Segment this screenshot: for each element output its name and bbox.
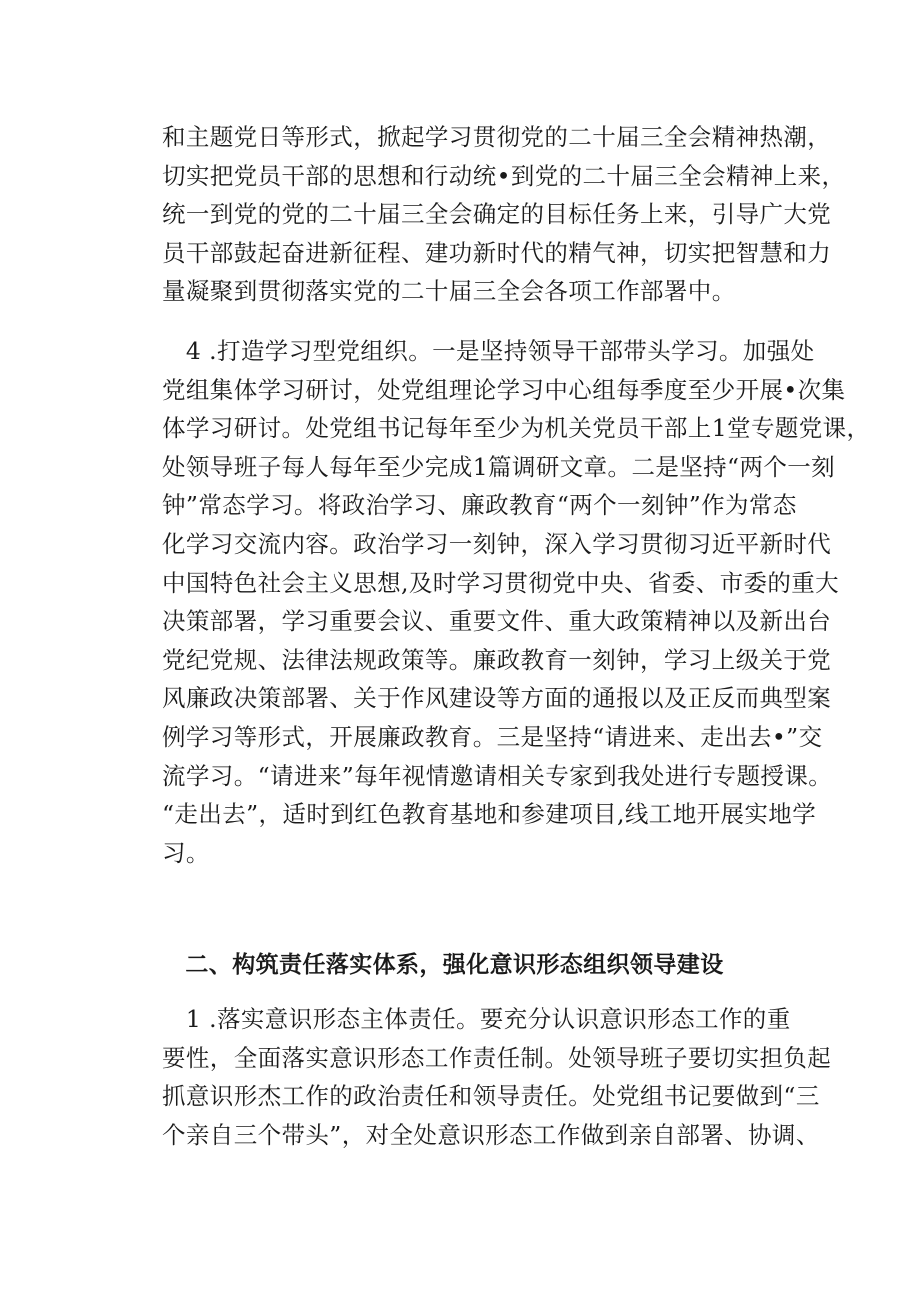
text-line: “走出去”，适时到红色教育基地和参建项目,线工地开展实地学 — [162, 800, 817, 829]
paragraph-ideology-responsibility — [162, 1000, 832, 1154]
text-line: 党组集体学习研讨，处党组理论学习中心组每季度至少开展•次集 — [162, 375, 846, 404]
text-line: 党纪党规、法律法规政策等。廉政教育一刻钟，学习上级关于党 — [162, 645, 832, 674]
text-line: 体学习研讨。处党组书记每年至少为机关党员干部上1堂专题党课， — [162, 414, 871, 443]
section-heading-text: 二、构筑责任落实体系，强化意识形态组织领导建设 — [162, 952, 724, 978]
text-line: 中国特色社会主义思想,及时学习贯彻党中央、省委、市委的重大 — [162, 568, 840, 597]
text-line: 个亲自三个带头”，对全处意识形态工作做到亲自部署、协调、 — [162, 1120, 820, 1149]
text-line: 员干部鼓起奋进新征程、建功新时代的精气神，切实把智慧和力 — [162, 238, 832, 267]
text-line: 4 .打造学习型党组织。一是坚持领导干部带头学习。加强处 — [162, 337, 815, 365]
text-line: 习。 — [162, 838, 210, 867]
text-line: 钟”常态学习。将政治学习、廉政教育“两个一刻钟”作为常态 — [162, 491, 797, 520]
text-line: 流学习。“请进来”每年视情邀请相关专家到我处进行专题授课。 — [162, 761, 833, 790]
section-heading — [162, 946, 792, 985]
text-line: 处领导班子每人每年至少完成1篇调研文章。二是坚持“两个一刻 — [162, 452, 836, 481]
paragraph-theme-party-day — [162, 118, 846, 311]
text-line: 量凝聚到贯彻落实党的二十届三全会各项工作部署中。 — [162, 277, 736, 306]
text-line: 切实把党员干部的思想和行动统•到党的二十届三全会精神上来， — [162, 161, 846, 190]
text-line: 风廉政决策部署、关于作风建设等方面的通报以及正反而典型案 — [162, 684, 832, 713]
text-line: 要性，全面落实意识形态工作责任制。处领导班子要切实担负起 — [162, 1043, 832, 1072]
text-line: 统一到党的党的二十届三全会确定的目标任务上来，引导广大党 — [162, 200, 832, 229]
text-line: 决策部署，学习重要会议、重要文件、重大政策精神以及新出台 — [162, 607, 832, 636]
paragraph-learning-party-organization — [162, 332, 871, 872]
text-line: 化学习交流内容。政治学习一刻钟，深入学习贯彻习近平新时代 — [162, 529, 832, 558]
text-line: 例学习等形式，开展廉政教育。三是坚持“请进来、走出去•”交 — [162, 722, 823, 751]
text-line: 抓意识形杰工作的政治责任和领导责任。处党组书记要做到“三 — [162, 1082, 820, 1111]
text-line: 和主题党日等形式，掀起学习贯彻党的二十届三全会精神热潮， — [162, 123, 832, 151]
text-line: 1 .落实意识形态主体责任。要充分认识意识形态工作的重 — [162, 1005, 791, 1033]
